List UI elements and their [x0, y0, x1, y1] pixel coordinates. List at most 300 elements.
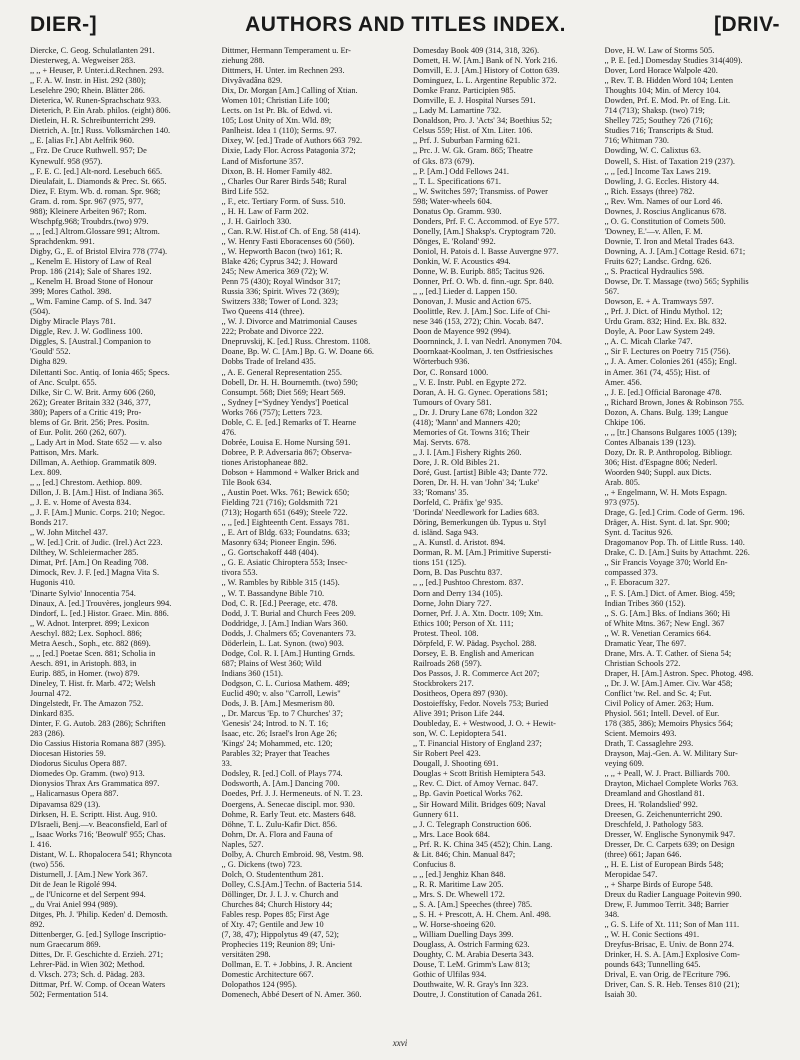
index-entry: ,, S. G. [Am.] Bks. of Indians 360; Hi	[604, 608, 731, 618]
index-entry: ,, Sydney [='Sydney Yendys'] Poetical	[221, 397, 349, 407]
index-entry: 'Genesis' 24; Introd. to N. T. 16;	[221, 719, 329, 729]
index-entry: Dositheos, Opera 897 (930).	[413, 689, 508, 698]
index-entry: ,, + Engelmann, W. H. Mots Espagn.	[604, 488, 727, 498]
index-entry: Dolley, C.S.[Am.] Techn. of Bacteria 514.	[221, 879, 363, 889]
index-entry: num Graecarum 869.	[30, 940, 101, 950]
index-entry: 892.	[30, 920, 45, 930]
index-entry: ,, Prf. R. K. China 345 (452); Chin. Lang.	[413, 839, 553, 849]
index-entry: Dinkard 835.	[30, 709, 75, 719]
index-entry: 399; Mores Cathol. 398.	[30, 287, 112, 297]
index-entry: Donaldson, Pro. J. 'Acts' 34; Boethius 52;	[413, 116, 553, 126]
index-entry: Dillon, J. B. [Am.] Hist. of Indiana 365.	[30, 488, 164, 498]
index-entry: Dove, H. W. Law of Storms 505.	[604, 46, 715, 55]
index-entry: ,, Dr. J. Drury Lane 678; London 322	[413, 407, 538, 417]
index-entry: Aesch. 891, in Aristoph. 883, in	[30, 658, 137, 668]
index-entry: I. 416.	[30, 839, 52, 849]
index-columns	[30, 46, 786, 1036]
index-entry: Two Queens 414 (three).	[221, 307, 305, 317]
index-entry: ,, Kenelm H. Broad Stone of Honour	[30, 277, 154, 287]
index-entry: Contes Albanais 139 (123).	[604, 437, 696, 447]
index-entry: Donovan, J. Music and Action 675.	[413, 297, 532, 307]
index-entry: Lects. on 1st Pr. Bk. of Edwd. vi.	[221, 106, 333, 116]
index-entry: Dimat, Prf. [Am.] On Reading 708.	[30, 558, 149, 568]
index-entry: ,, ,, [ed.] Chrestom. Aethiop. 809.	[30, 478, 142, 488]
index-entry: ,, P. [Am.] Odd Fellows 241.	[413, 166, 509, 176]
index-entry: ,, Lady Art in Mod. State 652 — v. also	[30, 437, 162, 447]
index-entry: Dolch, O. Studententhum 281.	[221, 869, 324, 879]
index-entry: Döhne, T. L. Zulu-Kafir Dict. 856.	[221, 819, 338, 829]
index-entry: ,, Prf. J. Suburban Farming 621.	[413, 136, 521, 146]
index-entry: Döderlein, L. Lat. Synon. (two) 903.	[221, 638, 344, 648]
index-entry: Dittmar, Prf. W. Comp. of Ocean Waters	[30, 980, 166, 990]
index-entry: Domenech, Abbé Desert of N. Amer. 360.	[221, 990, 362, 1000]
index-entry: ,, du Vrai Aniel 994 (989).	[30, 899, 118, 909]
index-entry: Lex. 809.	[30, 467, 62, 477]
index-entry: (two) 556.	[30, 859, 65, 869]
index-entry: Drew, F. Jummoo Territ. 348; Barrier	[604, 899, 729, 909]
index-entry: Digby Miracle Plays 781.	[30, 317, 116, 327]
index-entry: ,, Charles Our Rarer Birds 548; Rural	[221, 176, 347, 186]
index-entry: Shelley 725; Southey 726 (716);	[604, 116, 713, 126]
index-entry: Meropidae 547.	[604, 869, 658, 879]
index-column-3	[413, 46, 595, 1036]
index-entry: Domke Franz. Participien 985.	[413, 86, 516, 96]
page-folio: xxvi	[392, 1038, 408, 1048]
index-entry: Dowse, Dr. T. Massage (two) 565; Syphilis	[604, 277, 749, 287]
index-entry: Dor, C. Ronsard 1000.	[413, 367, 489, 377]
index-entry: Fielding 721 (716); Goldsmith 721	[221, 498, 339, 508]
index-entry: 'Dorinda' Needlework for Ladies 683.	[413, 508, 540, 518]
index-column-1	[30, 46, 212, 1036]
index-entry: Doornkaat-Koolman, J. ten Ostfriesisches	[413, 347, 553, 357]
index-entry: Dittenberger, G. [ed.] Sylloge Inscriptio-	[30, 930, 166, 940]
index-entry: Doutre, J. Constitution of Canada 261.	[413, 990, 542, 1000]
index-entry: Diesterweg, A. Wegweiser 283.	[30, 56, 136, 66]
index-entry: 33; 'Romans' 35.	[413, 488, 469, 498]
index-entry: & Lit. 846; Chin. Manual 847;	[413, 849, 516, 859]
index-entry: Downie, T. Iron and Metal Trades 643.	[604, 236, 735, 246]
index-entry: Dorne, John Diary 727.	[413, 598, 492, 608]
index-entry: Prop. 186 (214); Sale of Shares 192.	[30, 267, 152, 277]
index-entry: Dobson + Hammond + Walker Brick and	[221, 467, 359, 477]
index-entry: Downing, A. J. [Am.] Cottage Resid. 671;	[604, 246, 746, 256]
index-entry: ,, J. H. Gairloch 330.	[221, 216, 292, 226]
index-entry: ,, P. E. [ed.] Domesday Studies 314(409).	[604, 56, 743, 66]
index-entry: Dieulafait, L. Diamonds & Prec. St. 665.	[30, 176, 167, 186]
index-entry: Wörterbuch 936.	[413, 357, 470, 367]
index-entry: Dolopathos 124 (995).	[221, 980, 297, 990]
index-entry: Celsus 559; Hist. of Xtn. Liter. 106.	[413, 126, 533, 136]
index-entry: Doré, Gust. [artist] Bible 43; Dante 772.	[413, 467, 548, 477]
index-entry: (418); 'Mann' and Manners 420;	[413, 417, 521, 427]
index-entry: Dresser, W. Englische Synonymik 947.	[604, 829, 736, 839]
index-entry: ,, W. Rambles by Ribble 315 (145).	[221, 578, 340, 588]
index-entry: Digha 829.	[30, 357, 68, 367]
index-entry: (504).	[30, 307, 51, 317]
index-entry: Amer. 456.	[604, 377, 642, 387]
index-entry: 687; Plains of West 360; Wild	[221, 658, 322, 668]
index-entry: Thoughts 104; Min. of Mercy 104.	[604, 86, 721, 96]
index-entry: ,, Sir Howard Milit. Bridges 609; Naval	[413, 799, 546, 809]
index-entry: Downes, J. Roscius Anglicanus 678.	[604, 206, 727, 216]
index-entry: Doedes, Prf. J. J. Hermeneuts. of N. T. 23.	[221, 789, 363, 799]
index-entry: Donelly, [Am.] Shaksp's. Cryptogram 720.	[413, 226, 556, 236]
index-entry: Tile Book 634.	[221, 478, 272, 488]
index-entry: Consumpt. 568; Diet 569; Heart 569.	[221, 387, 346, 397]
index-entry: ,, ,, [ed.] Altrom.Glossare 991; Altrom.	[30, 226, 160, 236]
index-entry: Woorden 940; Suppl. aux Dicts.	[604, 467, 712, 477]
index-entry: Doble, C. E. [ed.] Remarks of T. Hearne	[221, 417, 357, 427]
index-entry: 'Dinarte Sylvio' Innocentia 754.	[30, 588, 136, 598]
index-entry: 988); Kleinere Arbeiten 967; Rom.	[30, 206, 147, 216]
index-entry: Donner, Prf. O. Wb. d. finn.-ugr. Spr. 840.	[413, 277, 554, 287]
index-entry: Dodd, J. T. Burial and Church Fees 209.	[221, 608, 356, 618]
index-entry: ,, Prc. J. W. Gk. Gram. 865; Theatre	[413, 146, 533, 156]
index-entry: compassed 373.	[604, 568, 658, 578]
index-entry: Arab. 805.	[604, 478, 640, 488]
index-entry: Confucius 8.	[413, 859, 456, 869]
index-entry: Drayton, Michael Complete Works 763.	[604, 779, 739, 789]
index-entry: ,, G. E. Asiatic Chiroptera 553; Insec-	[221, 558, 348, 568]
index-entry: tions 151 (125).	[413, 558, 467, 568]
index-entry: Dodge, Col. R. I. [Am.] Hunting Grnds.	[221, 648, 355, 658]
index-entry: ,, G. S. Life of Xt. 111; Son of Man 111.	[604, 920, 740, 930]
index-entry: Diercke, C. Geog. Schulatlanten 291.	[30, 46, 155, 55]
index-entry: Eurip. 885, in Homer. (two) 879.	[30, 668, 140, 678]
index-entry: ,, S. A. [Am.] Speeches (three) 785.	[413, 899, 533, 909]
index-entry: Fruits 627; Landsc. Grdng. 626.	[604, 256, 712, 266]
index-entry: ,, A. E. General Representation 255.	[221, 367, 342, 377]
index-entry: Driver, Can. S. R. Heb. Tenses 810 (21);	[604, 980, 740, 990]
index-entry: Dobree, P. P. Adversaria 867; Observa-	[221, 447, 352, 457]
index-entry: ,, G. Gortschakoff 448 (404).	[221, 548, 319, 558]
index-entry: 245; New America 369 (72); W.	[221, 267, 329, 277]
index-entry: ,, J. E. v. Home of Avesta 834.	[30, 498, 132, 508]
index-entry: ,, W. Horse-shoeing 620.	[413, 920, 496, 930]
index-entry: Dobell, Dr. H. H. Bournemth. (two) 590;	[221, 377, 358, 387]
index-entry: Doane, Bp. W. C. [Am.] Bp. G. W. Doane 66.	[221, 347, 374, 357]
index-entry: Dozy, Dr. R. P. Anthropolog. Bibliogr.	[604, 447, 733, 457]
index-entry: ,, J. F. [Am.] Munic. Corps. 210; Negoc.	[30, 508, 165, 518]
index-entry: Wtschpfg.968; Troubdrs.(two) 979.	[30, 216, 149, 226]
index-entry: Dowden, Prf. E. Mod. Pr. of Eng. Lit.	[604, 96, 731, 106]
index-entry: ,, A. Kunstl. d. Aristot. 894.	[413, 538, 506, 548]
index-entry: Isaiah 30.	[604, 990, 637, 1000]
index-entry: Dragomanov Pop. Th. of Little Russ. 140.	[604, 538, 745, 548]
header-title: AUTHORS AND TITLES INDEX.	[245, 13, 567, 36]
index-entry: Dittmer, Hermann Temperament u. Er-	[221, 46, 351, 55]
index-entry: Blake 426; Cyprus 342; J. Howard	[221, 256, 338, 266]
index-entry: Dio Cassius Historia Romana 887 (395).	[30, 739, 166, 749]
index-entry: Drake, C. D. [Am.] Suits by Attachmt. 226.	[604, 548, 750, 558]
index-entry: tiones Aristophaneae 882.	[221, 457, 308, 467]
index-entry: Aeschyl. 882; Lex. Sophocl. 886;	[30, 628, 142, 638]
index-entry: Drayson, Maj.-Gen. A. W. Military Sur-	[604, 749, 738, 759]
index-entry: Döllinger, Dr. J. I. J. v. Church and	[221, 889, 339, 899]
index-entry: Doddridge, J. [Am.] Indian Wars 360.	[221, 618, 348, 628]
index-entry: Indian Tribes 360 (152).	[604, 598, 686, 608]
index-entry: ,, W. John Mitchel 437.	[30, 528, 108, 538]
index-entry: Parables 32; Prayer that Teaches	[221, 749, 330, 759]
index-entry: Divyâvadâna 829.	[221, 76, 283, 86]
index-entry: Domesday Book 409 (314, 318, 326).	[413, 46, 540, 55]
index-entry: Dobbs Trade of Ireland 435.	[221, 357, 316, 367]
index-entry: Drees, H. 'Rolandslied' 992.	[604, 799, 698, 809]
index-entry: Conflict 'tw. Rel. and Sc. 4; Fut.	[604, 689, 712, 698]
index-entry: Doyle, A. Poor Law System 249.	[604, 327, 715, 337]
index-entry: Dieterica, W. Runen-Sprachschatz 933.	[30, 96, 162, 106]
index-entry: ,, ,, + Peall, W. J. Pract. Billiards 700.	[604, 769, 730, 779]
index-entry: 714 (713); Shaksp. (two) 719;	[604, 106, 705, 116]
index-entry: Disturnell, J. [Am.] New York 367.	[30, 869, 148, 879]
index-entry: ,, J. A. Amer. Colonies 261 (455); Engl.	[604, 357, 737, 367]
index-entry: Dods, J. B. [Am.] Mesmerism 80.	[221, 699, 335, 709]
index-entry: Stockbrokers 217.	[413, 678, 474, 688]
index-entry: 105; Lost Unity of Xtn. Wld. 89;	[221, 116, 332, 126]
index-entry: Dramatic Year, The 697.	[604, 638, 687, 648]
index-entry: Dos Passos, J. R. Commerce Act 207;	[413, 668, 540, 678]
index-entry: Dreyfus-Brisac, E. Univ. de Bonn 274.	[604, 940, 734, 950]
index-entry: Dineley, T. Hist. fr. Marb. 472; Welsh	[30, 678, 156, 688]
index-entry: 716; Whitman 730.	[604, 136, 670, 146]
index-entry: ,, J. I. [Am.] Fishery Rights 260.	[413, 447, 522, 457]
index-entry: Hugonis 410.	[30, 578, 75, 588]
index-entry: ,, W. Switches 597; Transmiss. of Power	[413, 186, 548, 196]
index-entry: ,, Wm. Famine Camp. of S. Ind. 347	[30, 297, 152, 307]
index-entry: of Anc. Sculpt. 655.	[30, 377, 97, 387]
index-entry: 476.	[221, 427, 237, 437]
index-entry: d. Vksch. 273; Sch. d. Pädag. 283.	[30, 970, 145, 980]
index-entry: Gunnery 611.	[413, 809, 459, 819]
index-entry: ,, ,, [ed.] Eighteenth Cent. Essays 781.	[221, 518, 350, 528]
index-entry: of Gks. 873 (679).	[413, 156, 475, 166]
index-entry: Dräger, A. Hist. Synt. d. lat. Spr. 900;	[604, 518, 730, 528]
index-entry: Dreschfeld, J. Pathology 583.	[604, 819, 704, 829]
index-entry: ,, Sir F. Lectures on Poetry 715 (756).	[604, 347, 731, 357]
index-entry: Sir Robert Peel 423.	[413, 749, 481, 759]
index-entry: blems of Gr. Brit. 256; Pres. Positn.	[30, 417, 150, 427]
index-entry: ,, R. R. Maritime Law 205.	[413, 879, 504, 889]
index-entry: Dod, C. R. [Ed.] Peerage, etc. 478.	[221, 598, 338, 608]
index-entry: Works 766 (757); Letters 723.	[221, 407, 323, 417]
index-entry: Penn 75 (430); Royal Windsor 317;	[221, 277, 341, 287]
index-entry: Protest. Theol. 108.	[413, 628, 479, 638]
index-entry: ,, Isaac Works 716; 'Beowulf' 955; Chas.	[30, 829, 166, 839]
index-entry: Kynewulf. 958 (957).	[30, 156, 103, 166]
index-entry: ,, W. Hepworth Bacon (two) 161; R.	[221, 246, 343, 256]
index-entry: ,, W. J. Divorce and Matrimonial Causes	[221, 317, 357, 327]
index-entry: Doergens, A. Senecae discipl. mor. 930.	[221, 799, 355, 809]
index-entry: Drath, T. Cassaglehre 293.	[604, 739, 694, 749]
index-entry: Diodorus Siculus Opera 887.	[30, 759, 127, 769]
index-entry: Dittes, Dr. F. Geschichte d. Erzieh. 271;	[30, 950, 164, 960]
index-entry: versitäten 298.	[221, 950, 271, 960]
index-column-4	[605, 46, 787, 1036]
index-entry: ,, W. Adnot. Interpret. 899; Lexicon	[30, 618, 150, 628]
index-entry: ,, W. Henry Fasti Eboracenses 60 (560).	[221, 236, 355, 246]
index-entry: Maj. Servts. 678.	[413, 437, 471, 447]
index-entry: Dilke, Sir C. W. Brit. Army 606 (260,	[30, 387, 156, 397]
index-entry: Dollman, E. T. + Jobbins, J. R. Ancient	[221, 960, 353, 970]
index-entry: Domville, E. J. Hospital Nurses 591.	[413, 96, 536, 106]
index-entry: Dorfeld, C. Präfix 'ge' 935.	[413, 498, 503, 508]
index-entry: Dodsworth, A. [Am.] Dancing 700.	[221, 779, 340, 789]
index-entry: Doubleday, E. + Westwood, J. O. + Hewit-	[413, 719, 556, 729]
index-entry: ,, W. H. Conic Sections 491.	[604, 930, 700, 940]
index-entry: Dobrée, Louisa E. Home Nursing 591.	[221, 437, 351, 447]
index-entry: Studies 716; Transcripts & Stud.	[604, 126, 714, 136]
index-entry: Dresser, Dr. C. Carpets 639; on Design	[604, 839, 735, 849]
index-entry: Euclid 490; v. also "Carroll, Lewis"	[221, 689, 341, 698]
index-entry: Dolby, A. Church Embroid. 98, Vestm. 98.	[221, 849, 364, 859]
index-entry: ,, ,, [ed.] Lieder d. Lappen 150.	[413, 287, 518, 297]
index-entry: Dominguez, L. L. Argentine Republic 372.	[413, 76, 557, 86]
index-entry: of White Mtns. 367; New Engl. 367	[604, 618, 725, 628]
index-entry: d. isländ. Saga 943.	[413, 528, 479, 538]
index-entry: Dowding, W. C. Calixtus 63.	[604, 146, 701, 156]
index-entry: ,, de l'Unicorne et del Serpent 994.	[30, 889, 146, 899]
index-entry: Gram. d. rom. Spr. 967 (975, 977,	[30, 196, 144, 206]
index-entry: Dougall, J. Shooting 691.	[413, 759, 499, 769]
index-entry: Drival, E. van Orig. de l'Ecriture 796.	[604, 970, 731, 980]
index-entry: ,, E. Art of Bldg. 633; Foundatns. 633;	[221, 528, 350, 538]
index-entry: ,, S. Practical Hydraulics 598.	[604, 267, 705, 277]
index-entry: ,, Dr. Marcus 'Ep. to 7 Churches' 37;	[221, 709, 343, 719]
index-entry: ,, V. E. Instr. Publ. en Egypte 272.	[413, 377, 527, 387]
index-entry: Dixey, W. [ed.] Trade of Authors 663 792.	[221, 136, 363, 146]
index-entry: 567.	[604, 287, 620, 297]
index-entry: Domett, H. W. [Am.] Bank of N. York 216.	[413, 56, 558, 66]
index-entry: of Eur. Polit. 260 (262, 607).	[30, 427, 127, 437]
index-entry: Dietlein, H. R. Schreibunterricht 299.	[30, 116, 156, 126]
index-entry: Bird Life 552.	[221, 186, 270, 196]
index-entry: Dozon, A. Chans. Bulg. 139; Langue	[604, 407, 729, 417]
index-entry: Dionysios Thrax Ars Grammatica 897.	[30, 779, 160, 789]
index-entry: Railroads 268 (597).	[413, 658, 482, 668]
index-entry: Dover, Lord Horace Walpole 420.	[604, 66, 718, 76]
index-entry: Doon de Mayence 992 (994).	[413, 327, 512, 337]
index-entry: 178 (385, 386); Memoirs Physics 564;	[604, 719, 733, 729]
index-entry: ,, ,, [tr.] Chansons Bulgares 1005 (139);	[604, 427, 737, 437]
index-entry: ,, Halicarnasus Opera 887.	[30, 789, 119, 799]
index-entry: Leselehre 290; Rhein. Blätter 286.	[30, 86, 145, 96]
index-entry: ,, T. L. Specifications 671.	[413, 176, 501, 186]
index-entry: Ditges, Ph. J. 'Philip. Keden' d. Demosth.	[30, 910, 168, 920]
index-entry: Women 101; Christian Life 100;	[221, 96, 330, 106]
index-entry: Ethics 100; Person of Xt. 111;	[413, 618, 514, 628]
index-entry: ,, Kenelm E. History of Law of Real	[30, 256, 152, 266]
index-entry: ,, W. R. Venetian Ceramics 664.	[604, 628, 711, 638]
index-entry: ,, E. [alias Fr.] Abt Aelfrik 960.	[30, 136, 135, 146]
index-entry: Tumours of Ovary 581.	[413, 397, 492, 407]
index-entry: Prophecies 119; Reunion 89; Uni-	[221, 940, 336, 950]
index-entry: ,, J. C. Telegraph Construction 606.	[413, 819, 532, 829]
index-entry: Synt. d. Tacitus 926.	[604, 528, 673, 538]
index-entry: Chkipe 106.	[604, 417, 646, 427]
index-entry: Dixon, B. H. Homer Family 482.	[221, 166, 333, 176]
index-entry: ,, O. G. Constitution of Comets 500.	[604, 216, 726, 226]
index-entry: Dowell, S. Hist. of Taxation 219 (237).	[604, 156, 735, 166]
index-entry: Civil Policy of Amer. 263; Hum.	[604, 699, 714, 709]
index-entry: Drane, Mrs. A. T. Cather. of Siena 54;	[604, 648, 732, 658]
index-entry: Dixie, Lady Flor. Across Patagonia 372;	[221, 146, 356, 156]
index-entry: 33.	[221, 759, 232, 769]
index-entry: tivora 553.	[221, 568, 258, 578]
index-entry: Scient. Memoirs 493.	[604, 729, 677, 739]
index-entry: (713); Hogarth 651 (649); Steele 722.	[221, 508, 348, 518]
index-entry: Dieterich, P. Ein Arab. philos. (eight) 806.	[30, 106, 171, 116]
index-entry: ,, Mrs. Lace Book 684.	[413, 829, 490, 839]
index-entry: Christian Schools 272.	[604, 658, 681, 668]
index-entry: 348.	[604, 910, 620, 920]
index-entry: Lehrer-Päd. in Wien 302; Method.	[30, 960, 145, 970]
index-entry: Diggles, S. [Austral.] Companion to	[30, 337, 151, 347]
index-entry: Dittmers, H. Unter. im Rechnen 293.	[221, 66, 345, 76]
index-entry: Isaac, etc. 26; Israel's Iron Age 26;	[221, 729, 337, 739]
index-entry: Fables resp. Popes 85; First Age	[221, 910, 330, 920]
index-entry: Dörpfeld, F. W. Pädag. Psychol. 288.	[413, 638, 537, 648]
index-entry: Dnepruvskij, K. [ed.] Russ. Chrestom. 1108.	[221, 337, 371, 347]
index-entry: ,, Rev. T. B. Hidden Word 104; Lenten	[604, 76, 734, 86]
index-entry: ziehung 288.	[221, 56, 265, 66]
index-entry: ,, F. S. [Am.] Dict. of Amer. Biog. 459;	[604, 588, 736, 598]
index-entry: ,, ,, [ed.] Jenghiz Khan 848.	[413, 869, 506, 879]
index-entry: Dimock, Rev. J. F. [ed.] Magna Vita S.	[30, 568, 160, 578]
index-entry: Sprachdenkm. 991.	[30, 236, 95, 246]
index-entry: (three) 661; Japan 646.	[604, 849, 682, 859]
index-entry: Doran, A. H. G. Gynec. Operations 581;	[413, 387, 548, 397]
index-entry: Gothic of Ulfilas 934.	[413, 970, 487, 980]
index-entry: Doornninck, J. I. van Nedrl. Anonymen 704.	[413, 337, 563, 347]
index-entry: Land of Misfortune 357.	[221, 156, 304, 166]
index-entry: ,, William Duelling Days 399.	[413, 930, 514, 940]
index-entry: Dreamland and Ghostland 81.	[604, 789, 705, 799]
index-entry: Naples, 527.	[221, 839, 264, 849]
index-entry: Donne, W. B. Euripb. 885; Tacitus 926.	[413, 267, 545, 277]
index-entry: Diez, F. Etym. Wb. d. roman. Spr. 968;	[30, 186, 161, 196]
index-entry: pounds 643; Tunnelling 645.	[604, 960, 701, 970]
index-entry: Doolittle, Rev. J. [Am.] Soc. Life of Chi-	[413, 307, 551, 317]
index-entry: 283 (286).	[30, 729, 65, 739]
index-entry: Dodsley, R. [ed.] Coll. of Plays 774.	[221, 769, 343, 779]
index-entry: Pattison, Mrs. Mark.	[30, 447, 99, 457]
index-entry: ,, F., etc. Tertiary Form. of Suss. 510.	[221, 196, 346, 206]
index-entry: Domvill, E. J. [Am.] History of Cotton 639.	[413, 66, 560, 76]
index-entry: ,, H. H. Law of Farm 202.	[221, 206, 309, 216]
index-entry: ,, ,, [ed.] Pushtoo Chrestom. 837.	[413, 578, 524, 588]
index-entry: ,, J. E. [ed.] Official Baronage 478.	[604, 387, 722, 397]
index-entry: Döring, Bemerkungen üb. Typus u. Styl	[413, 518, 547, 528]
index-entry: Drage, G. [ed.] Crim. Code of Germ. 196.	[604, 508, 745, 518]
index-entry: Donders, Prf. F. C. Accommod. of Eye 577.	[413, 216, 560, 226]
index-entry: ,, F. E. C. [ed.] Alt-nord. Lesebuch 665.	[30, 166, 163, 176]
index-entry: ,, W. [ed.] Crit. of Judic. (Irel.) Act 223.	[30, 538, 163, 548]
index-entry: Masonry 634; Pioneer Engin. 596.	[221, 538, 337, 548]
index-entry: Douthwaite, W. R. Gray's Inn 323.	[413, 980, 529, 990]
index-entry: ,, Rich. Essays (three) 782.	[604, 186, 695, 196]
index-entry: 'Downey, E.'—v. Allen, F. M.	[604, 226, 703, 236]
index-entry: (7, 38, 47); Hippolytus 49 (47, 52);	[221, 930, 340, 940]
index-entry: Distant, W. L. Rhopalocera 541; Rhyncota	[30, 849, 172, 859]
index-entry: Dorman, R. M. [Am.] Primitive Supersti-	[413, 548, 552, 558]
index-entry: Dönges, E. 'Roland' 992.	[413, 236, 496, 246]
index-entry: ,, Richard Brown, Jones & Robinson 755.	[604, 397, 745, 407]
index-entry: ,, Rev. C. Dict. of Amoy Vernac. 847.	[413, 779, 538, 789]
index-entry: Donkin, W. F. Acoustics 494.	[413, 256, 511, 266]
index-entry: ,, A. C. Micah Clarke 747.	[604, 337, 693, 347]
index-entry: Dorn and Derry 134 (105).	[413, 588, 503, 598]
index-entry: Physiol. 561; Intell. Devel. of Eur.	[604, 709, 720, 719]
